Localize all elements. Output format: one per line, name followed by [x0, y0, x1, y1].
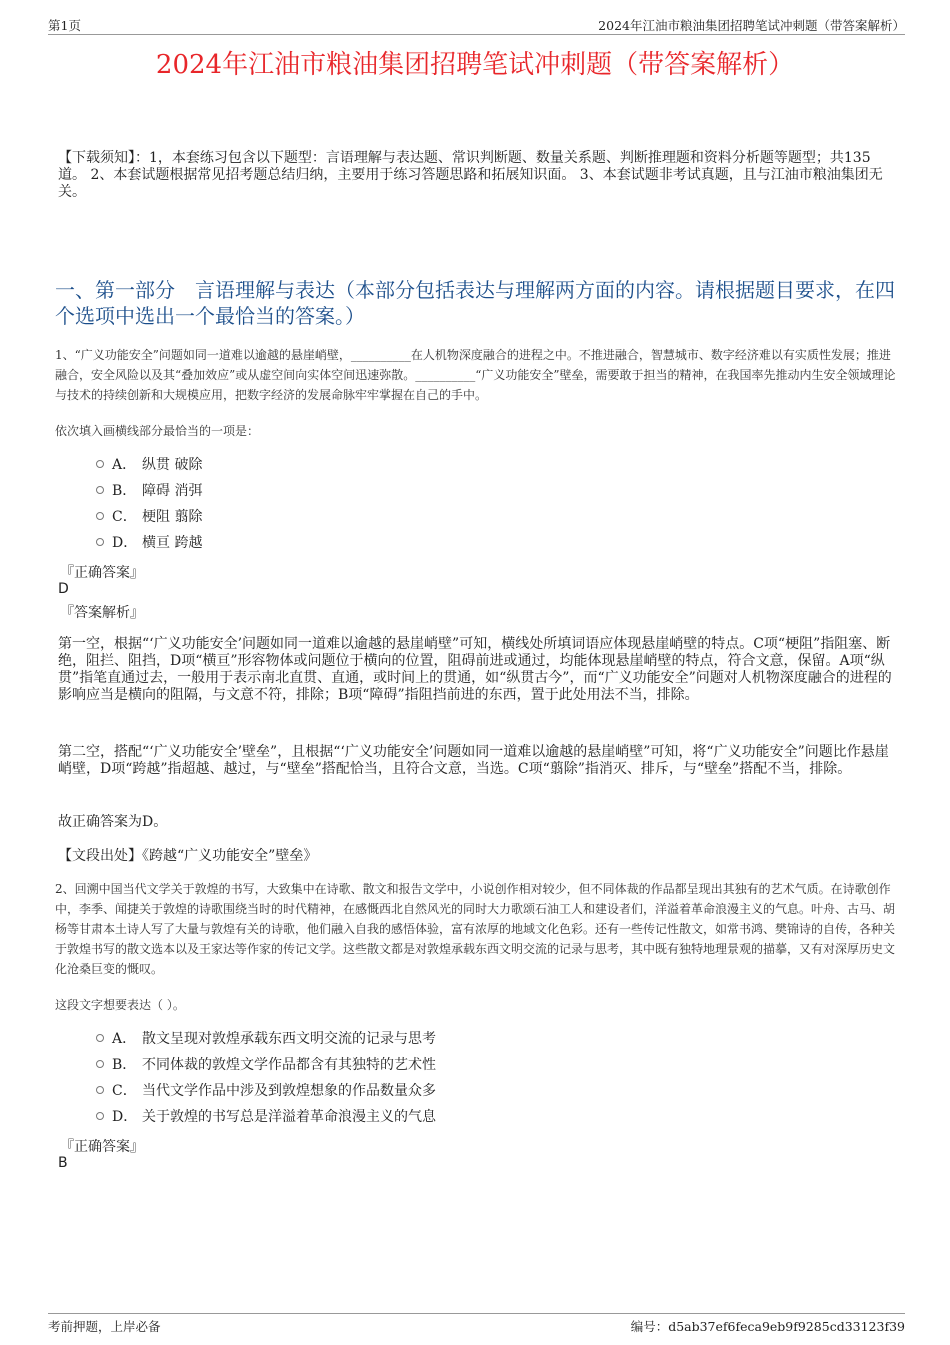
question-1-text: 1、“广义功能安全”问题如同一道难以逾越的悬崖峭壁，__________在人机物深度融合的进程之中。不推进融合，智慧城市、数字经济难以有实质性发展；推进融合，安全风险以及其“叠加效应”或从虚空间向实体空间迅速弥散。__________“广义功能安全”壁垒，需要敢于担当的精神，在我国率先推动内生安全领域理论与技术的持续创新和大规模应用，把数字经济的发展命脉牢牢掌握在自己的手中。 [55, 348, 896, 402]
analysis-label: 『答案解析』 [60, 605, 144, 621]
option-b[interactable]: B． 不同体裁的敦煌文学作品都含有其独特的艺术性 [96, 1052, 436, 1078]
download-notice: 【下载须知】：1，本套练习包含以下题型：言语理解与表达题、常识判断题、数量关系题、判断推理题和资料分析题等题型；共135道。 2、本套试题根据常见招考题总结归纳，主要用于练习答题思路和拓展知识面。 3、本套试题非考试真题，且与江油市粮油集团无关。 [58, 150, 883, 200]
option-c[interactable]: C． 当代文学作品中涉及到敦煌想象的作品数量众多 [96, 1078, 436, 1104]
option-a[interactable]: A． 散文呈现对敦煌承载东西文明交流的记录与思考 [96, 1026, 436, 1052]
question-2-options [96, 1026, 436, 1130]
option-d[interactable]: D． 横亘 跨越 [96, 530, 202, 556]
radio-icon[interactable] [96, 1060, 104, 1068]
radio-icon[interactable] [96, 460, 104, 468]
radio-icon[interactable] [96, 512, 104, 520]
option-c[interactable]: C． 梗阻 翦除 [96, 504, 202, 530]
radio-icon[interactable] [96, 486, 104, 494]
section-heading: 一、第一部分 言语理解与表达（本部分包括表达与理解两方面的内容。请根据题目要求，在四个选项中选出一个最恰当的答案。） [55, 278, 895, 328]
page-header [48, 14, 905, 35]
question-1-options [96, 452, 202, 556]
radio-icon[interactable] [96, 538, 104, 546]
radio-icon[interactable] [96, 1086, 104, 1094]
analysis-conclusion: 故正确答案为D。 [58, 814, 168, 830]
page-footer [48, 1313, 905, 1336]
option-b[interactable]: B． 障碍 消弭 [96, 478, 202, 504]
document-title: 2024年江油市粮油集团招聘笔试冲刺题（带答案解析） [155, 50, 795, 80]
option-a[interactable]: A． 纵贯 破除 [96, 452, 202, 478]
radio-icon[interactable] [96, 1112, 104, 1120]
question-2-ask: 这段文字想要表达（ ）。 [55, 998, 185, 1012]
header-doc-title: 2024年江油市粮油集团招聘笔试冲刺题（带答案解析） [598, 18, 905, 33]
analysis-paragraph-1: 第一空，根据“‘广义功能安全’问题如同一道难以逾越的悬崖峭壁”可知，横线处所填词语应体现悬崖峭壁的特点。C项“梗阻”指阻塞、断绝，阻拦、阻挡，D项“横亘”形容物体或问题位于横向的位置，阻碍前进或通过，均能体现悬崖峭壁的特点，符合文意，保留。A项“纵贯”指笔直通过去，一般用于表示南北直贯、直通，或时间上的贯通，如“纵贯古今”，而“广义功能安全”问题对人机物深度融合的进程的影响应当是横向的阻隔，与文意不符，排除；B项“障碍”指阻挡前进的东西，置于此处用法不当，排除。 [58, 636, 892, 703]
radio-icon[interactable] [96, 1034, 104, 1042]
question-2-text: 2、回溯中国当代文学关于敦煌的书写，大致集中在诗歌、散文和报告文学中，小说创作相对较少，但不同体裁的作品都呈现出其独有的艺术气质。在诗歌创作中，李季、闻捷关于敦煌的诗歌围绕当时的时代精神，在感慨西北自然风光的同时大力歌颂石油工人和建设者们，洋溢着革命浪漫主义的气息。叶舟、古马、胡杨等甘肃本土诗人写了大量与敦煌有关的诗歌，他们融入自我的感悟体验，富有浓厚的地域文化色彩。还有一些传记性散文，如常书鸿、樊锦诗的自传，各种关于敦煌书写的散文选本以及王家达等作家的传记文学。这些散文都是对敦煌承载东西文明交流的记录与思考，其中既有独特地理景观的描摹，又有对深厚历史文化沧桑巨变的慨叹。 [55, 882, 896, 976]
answer-value: D [58, 581, 69, 597]
source-citation: 【文段出处】《跨越“广义功能安全”壁垒》 [58, 848, 318, 864]
footer-id: 编号：d5ab37ef6feca9eb9f9285cd33123f39 [630, 1319, 905, 1334]
answer-label: 『正确答案』 [60, 565, 144, 581]
analysis-paragraph-2: 第二空，搭配“‘广义功能安全’壁垒”，且根据“‘广义功能安全’问题如同一道难以逾越的悬崖峭壁”可知，将“广义功能安全”问题比作悬崖峭壁，D项“跨越”指超越、越过，与“壁垒”搭配恰当，且符合文意，当选。C项“翦除”指消灭、排斥，与“壁垒”搭配不当，排除。 [58, 744, 889, 777]
question-1-ask: 依次填入画横线部分最恰当的一项是： [55, 424, 260, 438]
footer-slogan: 考前押题，上岸必备 [48, 1319, 161, 1334]
option-d[interactable]: D． 关于敦煌的书写总是洋溢着革命浪漫主义的气息 [96, 1104, 436, 1130]
page-number: 第1页 [48, 18, 81, 33]
answer-label: 『正确答案』 [60, 1139, 144, 1155]
answer-value: B [58, 1155, 68, 1171]
